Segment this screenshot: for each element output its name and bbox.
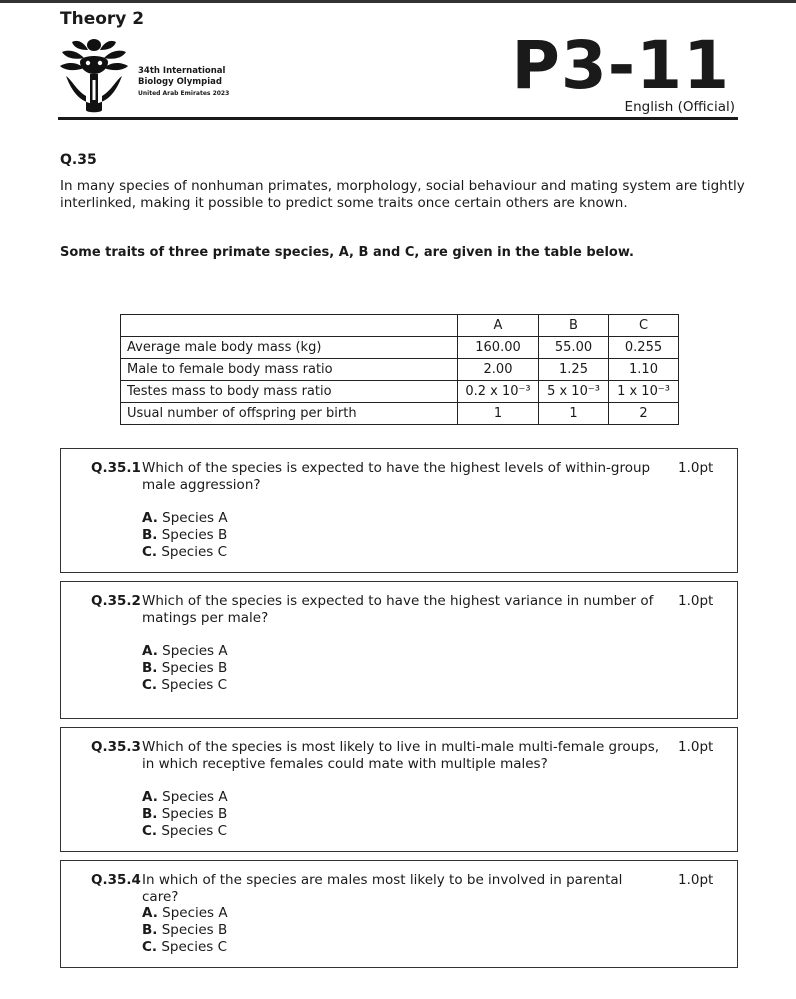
option-letter: B. — [142, 922, 158, 938]
subquestion-points: 1.0pt — [678, 872, 714, 888]
table-row — [121, 337, 679, 359]
question-number: Q.35 — [60, 152, 97, 168]
value-cell-c: 2 — [609, 403, 679, 425]
option-label: Species A — [162, 905, 228, 921]
value-cell-a: 2.00 — [458, 359, 539, 381]
option-letter: B. — [142, 527, 158, 543]
subquestion-box-1 — [60, 448, 738, 573]
option-label: Species A — [162, 643, 228, 659]
option-c[interactable] — [142, 939, 228, 956]
value-cell-c: 0.255 — [609, 337, 679, 359]
option-label: Species B — [161, 922, 228, 938]
table-header-trait — [121, 315, 458, 337]
trait-cell: Male to female body mass ratio — [121, 359, 458, 381]
option-a[interactable] — [142, 905, 228, 922]
option-a[interactable] — [142, 643, 228, 660]
trait-cell: Usual number of offspring per birth — [121, 403, 458, 425]
traits-table — [120, 314, 679, 425]
section-title: Theory 2 — [60, 9, 145, 29]
option-b[interactable] — [142, 527, 228, 544]
option-letter: A. — [142, 905, 158, 921]
answer-options — [142, 789, 228, 840]
subquestion-points: 1.0pt — [678, 460, 714, 476]
table-row — [121, 403, 679, 425]
option-label: Species C — [161, 823, 228, 839]
subquestion-box-2 — [60, 581, 738, 719]
option-letter: C. — [142, 677, 158, 693]
subquestion-text: Which of the species is expected to have the highest variance in number of matings per male? — [142, 593, 654, 626]
table-header-a: A — [458, 315, 539, 337]
answer-options — [142, 643, 228, 694]
option-label: Species A — [162, 510, 228, 526]
option-b[interactable] — [142, 806, 228, 823]
option-letter: A. — [142, 510, 158, 526]
value-cell-a: 1 — [458, 403, 539, 425]
table-intro: Some traits of three primate species, A, B and C, are given in the table below. — [60, 245, 634, 260]
option-letter: B. — [142, 806, 158, 822]
subquestion-id: Q.35.4 — [91, 872, 141, 888]
subquestion-text: In which of the species are males most likely to be involved in parental care? — [142, 872, 623, 905]
table-header-row — [121, 315, 679, 337]
table-row — [121, 381, 679, 403]
value-cell-b: 5 x 10⁻³ — [539, 381, 609, 403]
question-intro: In many species of nonhuman primates, morphology, social behaviour and mating system are tightly interlinked, making it possible to predict some traits once certain others are known. — [60, 178, 745, 211]
option-c[interactable] — [142, 544, 228, 561]
option-label: Species B — [161, 527, 228, 543]
subquestion-points: 1.0pt — [678, 739, 714, 755]
table-header-c: C — [609, 315, 679, 337]
option-a[interactable] — [142, 510, 228, 527]
value-cell-a: 160.00 — [458, 337, 539, 359]
org-line-2: Biology Olympiad — [138, 77, 222, 87]
option-label: Species C — [161, 939, 228, 955]
subquestion-text: Which of the species is most likely to live in multi-male multi-female groups, in which receptive females could mate with multiple males? — [142, 739, 660, 772]
value-cell-b: 1 — [539, 403, 609, 425]
option-label: Species C — [161, 677, 228, 693]
option-b[interactable] — [142, 660, 228, 677]
table-header-b: B — [539, 315, 609, 337]
task-code: P3-11 — [511, 27, 730, 104]
org-line-1: 34th International — [138, 66, 226, 76]
value-cell-b: 55.00 — [539, 337, 609, 359]
option-letter: C. — [142, 939, 158, 955]
subquestion-points: 1.0pt — [678, 593, 714, 609]
olympiad-logo-icon — [58, 36, 130, 114]
option-label: Species C — [161, 544, 228, 560]
subquestion-id: Q.35.3 — [91, 739, 141, 755]
language-label: English (Official) — [624, 99, 735, 115]
option-c[interactable] — [142, 677, 228, 694]
trait-cell: Average male body mass (kg) — [121, 337, 458, 359]
org-line-3: United Arab Emirates 2023 — [138, 90, 230, 97]
option-a[interactable] — [142, 789, 228, 806]
subquestion-box-4 — [60, 860, 738, 968]
value-cell-a: 0.2 x 10⁻³ — [458, 381, 539, 403]
option-label: Species B — [161, 660, 228, 676]
answer-options — [142, 510, 228, 561]
trait-cell: Testes mass to body mass ratio — [121, 381, 458, 403]
option-c[interactable] — [142, 823, 228, 840]
subquestion-text: Which of the species is expected to have the highest levels of within-group male aggression? — [142, 460, 651, 493]
header-rule — [58, 117, 738, 120]
value-cell-b: 1.25 — [539, 359, 609, 381]
subquestion-box-3 — [60, 727, 738, 852]
answer-options — [142, 905, 228, 956]
option-letter: C. — [142, 823, 158, 839]
option-label: Species B — [161, 806, 228, 822]
option-letter: C. — [142, 544, 158, 560]
top-rule — [0, 0, 796, 3]
table-row — [121, 359, 679, 381]
option-label: Species A — [162, 789, 228, 805]
value-cell-c: 1.10 — [609, 359, 679, 381]
option-letter: A. — [142, 643, 158, 659]
option-b[interactable] — [142, 922, 228, 939]
subquestion-id: Q.35.1 — [91, 460, 141, 476]
subquestion-id: Q.35.2 — [91, 593, 141, 609]
organization-name — [138, 66, 229, 99]
option-letter: B. — [142, 660, 158, 676]
value-cell-c: 1 x 10⁻³ — [609, 381, 679, 403]
option-letter: A. — [142, 789, 158, 805]
